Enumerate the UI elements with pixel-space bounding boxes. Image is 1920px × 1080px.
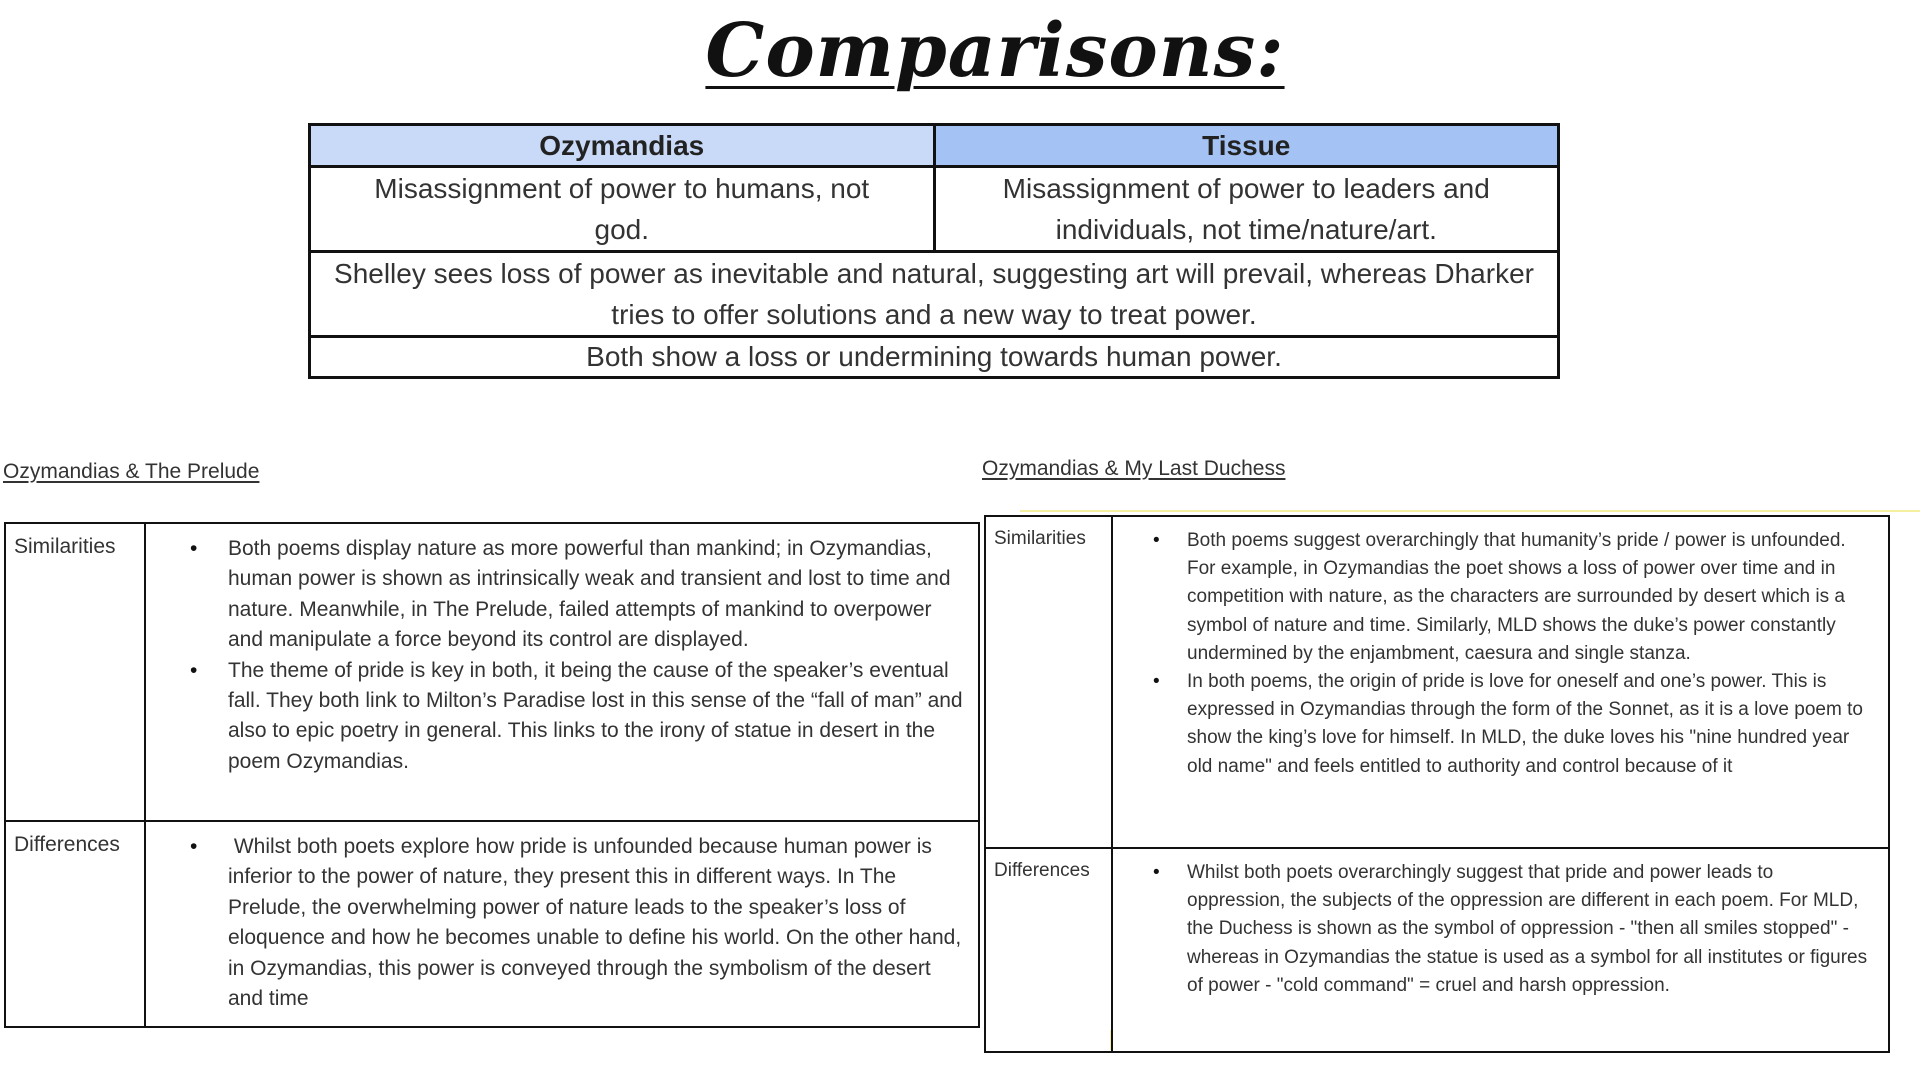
page-title-wrapper — [0, 8, 1920, 94]
list-item: • Whilst both poets overarchingly suggest that pride and power leads to oppression, the subjects of the oppression are different in each poem. For MLD, the Duchess is shown as the symbol of oppression - "then all smiles stopped" - whereas in Ozymandias the statue is used as a symbol for all institutes or figures of power - "cold command" = cruel and harsh oppression. — [1187, 859, 1876, 1000]
comparison-header-row — [310, 125, 1559, 167]
page-title: Comparisons: — [705, 8, 1285, 94]
list-item: • Whilst both poets explore how pride is unfounded because human power is inferior to the power of nature, they present this in different ways. In The Prelude, the overwhelming power of nature leads to the speaker’s loss of eloquence and how he becomes unable to define his world. On the other hand, in Ozymandias, this power is conveyed through the symbolism of the desert and time — [228, 832, 964, 1014]
prelude-similarities-label: Similarities — [5, 523, 145, 821]
cell-ozymandias-power: Misassignment of power to humans, not god. — [310, 167, 935, 252]
duchess-similarities-list — [1187, 527, 1876, 781]
prelude-comparison-table — [4, 522, 980, 1028]
left-section-heading: Ozymandias & The Prelude — [3, 460, 260, 483]
cell-loss-of-power: Shelley sees loss of power as inevitable and natural, suggesting art will prevail, whereas Dharker tries to offer solutions and a new way to treat power. — [310, 252, 1559, 337]
prelude-differences-label: Differences — [5, 821, 145, 1027]
cell-both-show-loss: Both show a loss or undermining towards human power. — [310, 337, 1559, 378]
duchess-similarities-label: Similarities — [985, 516, 1112, 848]
right-section-heading: Ozymandias & My Last Duchess — [982, 457, 1286, 480]
duchess-comparison-table — [984, 515, 1890, 1053]
header-ozymandias: Ozymandias — [310, 125, 935, 167]
duchess-differences-row — [985, 848, 1889, 1052]
comparison-table — [308, 123, 1560, 379]
duchess-differences-cell — [1112, 848, 1889, 1052]
duchess-differences-label: Differences — [985, 848, 1112, 1052]
list-item: • In both poems, the origin of pride is love for oneself and one’s power. This is expressed in Ozymandias through the form of the Sonnet, as it is a love poem to show the king’s love for himself. In MLD, the duke loves his "nine hundred year old name" and feels entitled to authority and control because of it — [1187, 668, 1876, 781]
duchess-similarities-cell — [1112, 516, 1889, 848]
header-tissue: Tissue — [934, 125, 1559, 167]
comparison-row-1 — [310, 167, 1559, 252]
cell-tissue-power: Misassignment of power to leaders and individuals, not time/nature/art. — [934, 167, 1559, 252]
prelude-differences-row — [5, 821, 979, 1027]
prelude-differences-cell — [145, 821, 979, 1027]
highlight-line-top — [1020, 510, 1920, 512]
duchess-similarities-row — [985, 516, 1889, 848]
duchess-differences-list — [1187, 859, 1876, 1000]
prelude-similarities-list — [228, 534, 964, 777]
prelude-similarities-row — [5, 523, 979, 821]
list-item: • The theme of pride is key in both, it being the cause of the speaker’s eventual fall. They both link to Milton’s Paradise lost in this sense of the “fall of man” and also to epic poetry in general. This links to the irony of statue in desert in the poem Ozymandias. — [228, 656, 964, 778]
list-item: • Both poems suggest overarchingly that humanity’s pride / power is unfounded. For example, in Ozymandias the poet shows a loss of power over time and in competition with nature, as the characters are surrounded by desert which is a symbol of nature and time. Similarly, MLD shows the duke’s power constantly undermined by the enjambment, caesura and single stanza. — [1187, 527, 1876, 668]
comparison-row-2 — [310, 252, 1559, 337]
prelude-differences-list — [228, 832, 968, 1014]
comparison-row-3 — [310, 337, 1559, 378]
prelude-similarities-cell — [145, 523, 979, 821]
list-item: • Both poems display nature as more powerful than mankind; in Ozymandias, human power is shown as intrinsically weak and transient and lost to time and nature. Meanwhile, in The Prelude, failed attempts of mankind to overpower and manipulate a force beyond its control are displayed. — [228, 534, 964, 656]
